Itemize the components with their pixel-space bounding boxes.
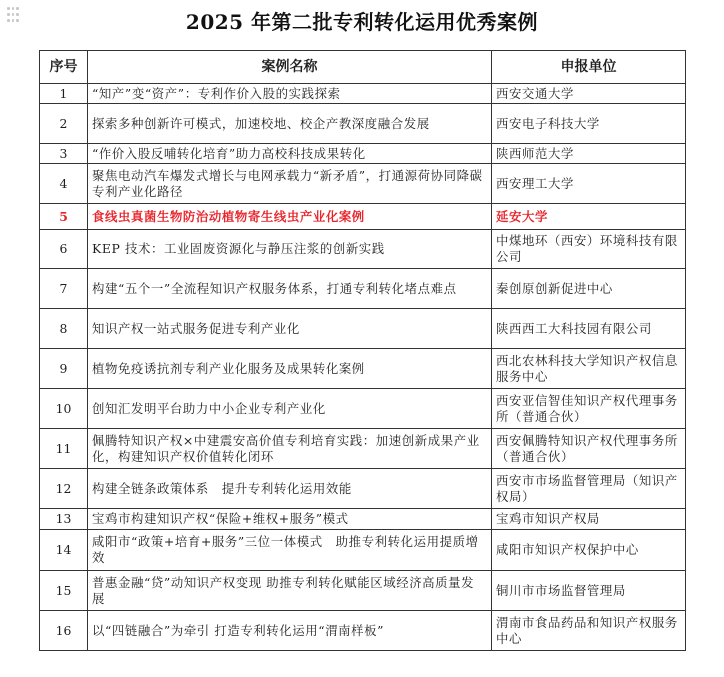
row-unit: 西安佩腾特知识产权代理事务所（普通合伙）	[492, 429, 686, 469]
table-row	[40, 389, 686, 429]
row-unit: 渭南市食品药品和知识产权服务中心	[492, 611, 686, 651]
row-unit: 宝鸡市知识产权局	[492, 509, 686, 530]
row-unit: 秦创原创新促进中心	[492, 269, 686, 309]
row-unit: 咸阳市知识产权保护中心	[492, 530, 686, 571]
table-row	[40, 104, 686, 144]
row-unit: 西北农林科技大学知识产权信息服务中心	[492, 349, 686, 389]
row-case-name: 佩腾特知识产权×中建震安高价值专利培育实践：加速创新成果产业化，构建知识产权价值转化闭环	[88, 429, 492, 469]
row-case-name: 构建全链条政策体系 提升专利转化运用效能	[88, 469, 492, 509]
row-no: 11	[40, 429, 88, 469]
row-no: 2	[40, 104, 88, 144]
row-no: 4	[40, 164, 88, 204]
row-case-name: “知产”变“资产”：专利作价入股的实践探索	[88, 84, 492, 104]
table-header-row	[40, 51, 686, 84]
row-no: 6	[40, 230, 88, 269]
table-row	[40, 309, 686, 349]
row-case-name: 普惠金融“贷”动知识产权变现 助推专利转化赋能区域经济高质量发展	[88, 571, 492, 611]
row-no: 15	[40, 571, 88, 611]
row-case-name: 咸阳市“政策+培育+服务”三位一体模式 助推专利转化运用提质增效	[88, 530, 492, 571]
header-unit: 申报单位	[492, 51, 686, 84]
table-row	[40, 611, 686, 651]
row-unit: 西安电子科技大学	[492, 104, 686, 144]
row-no: 12	[40, 469, 88, 509]
row-no: 1	[40, 84, 88, 104]
row-case-name: 植物免疫诱抗剂专利产业化服务及成果转化案例	[88, 349, 492, 389]
row-no: 16	[40, 611, 88, 651]
table-row	[40, 144, 686, 164]
row-case-name: 创知汇发明平台助力中小企业专利产业化	[88, 389, 492, 429]
row-case-name: “作价入股反哺转化培育”助力高校科技成果转化	[88, 144, 492, 164]
row-case-name: 以“四链融合”为牵引 打造专利转化运用“渭南样板”	[88, 611, 492, 651]
table-row	[40, 429, 686, 469]
table-row	[40, 230, 686, 269]
row-no: 7	[40, 269, 88, 309]
row-no: 8	[40, 309, 88, 349]
row-case-name: 构建“五个一”全流程知识产权服务体系，打通专利转化堵点难点	[88, 269, 492, 309]
row-case-name: 知识产权一站式服务促进专利产业化	[88, 309, 492, 349]
row-unit: 铜川市市场监督管理局	[492, 571, 686, 611]
row-unit: 延安大学	[492, 204, 686, 230]
row-case-name: 食线虫真菌生物防治动植物寄生线虫产业化案例	[88, 204, 492, 230]
row-case-name: 宝鸡市构建知识产权“保险+维权+服务”模式	[88, 509, 492, 530]
table-row	[40, 84, 686, 104]
row-case-name: 聚焦电动汽车爆发式增长与电网承载力“新矛盾”，打通源荷协同降碳专利产业化路径	[88, 164, 492, 204]
row-unit: 西安交通大学	[492, 84, 686, 104]
row-no: 5	[40, 204, 88, 230]
row-no: 9	[40, 349, 88, 389]
row-unit: 西安理工大学	[492, 164, 686, 204]
row-unit: 陕西师范大学	[492, 144, 686, 164]
row-no: 10	[40, 389, 88, 429]
table-row	[40, 269, 686, 309]
table-row	[40, 469, 686, 509]
table-row	[40, 571, 686, 611]
table-row-highlighted	[40, 204, 686, 230]
header-no: 序号	[40, 51, 88, 84]
table-row	[40, 509, 686, 530]
page-title: 2025 年第二批专利转化运用优秀案例	[185, 10, 539, 34]
row-no: 13	[40, 509, 88, 530]
row-unit: 陕西西工大科技园有限公司	[492, 309, 686, 349]
table-row	[40, 164, 686, 204]
row-unit: 西安市市场监督管理局（知识产权局）	[492, 469, 686, 509]
row-unit: 西安亚信智佳知识产权代理事务所（普通合伙）	[492, 389, 686, 429]
row-no: 14	[40, 530, 88, 571]
table-row	[40, 530, 686, 571]
row-case-name: KEP 技术：工业固废资源化与静压注浆的创新实践	[88, 230, 492, 269]
row-case-name: 探索多种创新许可模式，加速校地、校企产教深度融合发展	[88, 104, 492, 144]
header-name: 案例名称	[88, 51, 492, 84]
row-unit: 中煤地环（西安）环境科技有限公司	[492, 230, 686, 269]
row-no: 3	[40, 144, 88, 164]
table-row	[40, 349, 686, 389]
case-table	[39, 50, 686, 651]
